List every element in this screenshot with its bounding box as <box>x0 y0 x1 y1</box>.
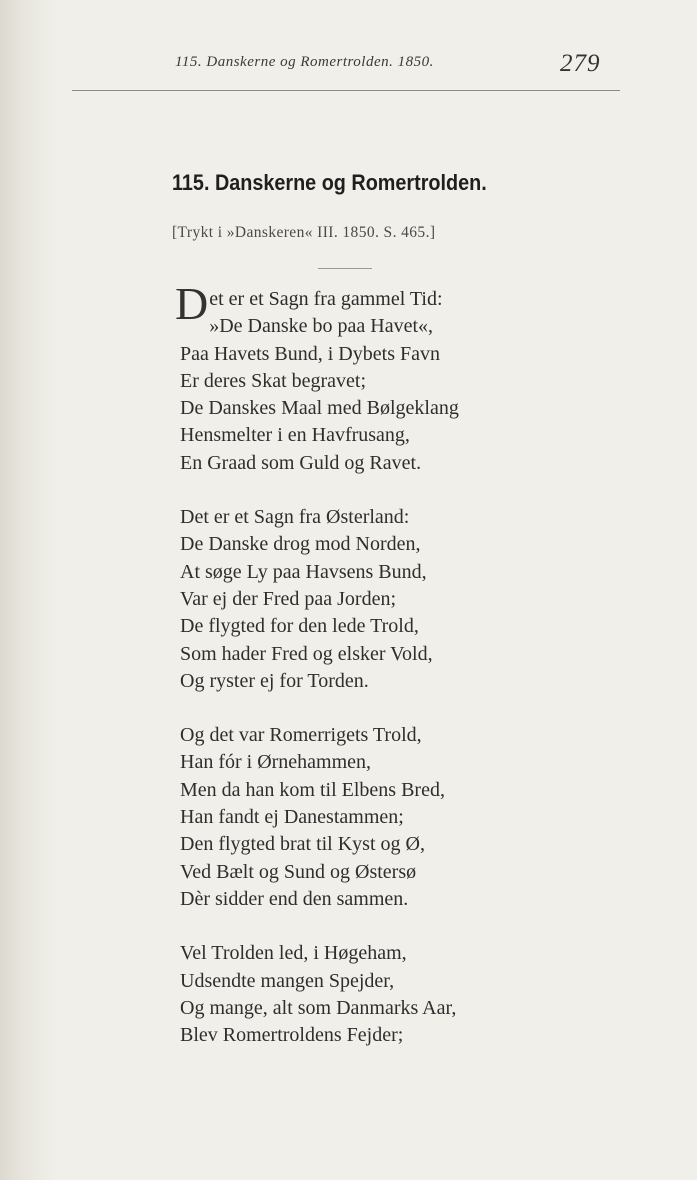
stanza-4 <box>180 940 660 1049</box>
poem-line: En Graad som Guld og Ravet. <box>180 451 422 474</box>
poem-line: Det er et Sagn fra Østerland: <box>180 506 410 529</box>
poem-line: Vel Trolden led, i Høgeham, <box>180 942 407 965</box>
poem-line: »De Danske bo paa Havet«, <box>209 315 434 338</box>
poem-line: Dèr sidder end den sammen. <box>180 887 409 910</box>
stanza-2 <box>180 504 660 695</box>
poem-line: De flygted for den lede Trold, <box>180 615 419 638</box>
stanza-3 <box>180 722 660 913</box>
section-divider <box>318 268 372 269</box>
poem-body <box>175 278 660 1076</box>
poem-line: Ved Bælt og Sund og Østersø <box>180 860 417 883</box>
poem-line: Blev Romertroldens Fejder; <box>180 1024 404 1047</box>
poem-line: Og ryster ej for Torden. <box>180 669 369 692</box>
poem-line: Paa Havets Bund, i Dybets Favn <box>180 342 440 365</box>
poem-line: Hensmelter i en Havfrusang, <box>180 424 410 447</box>
page-number: 279 <box>560 50 601 77</box>
header-rule <box>72 90 620 91</box>
poem-line: Den flygted brat til Kyst og Ø, <box>180 833 425 856</box>
poem-line: Som hader Fred og elsker Vold, <box>180 642 433 665</box>
stanza-1 <box>175 278 660 477</box>
source-note: [Trykt i »Danskeren« III. 1850. S. 465.] <box>172 224 436 241</box>
poem-title: 115. Danskerne og Romertrolden. <box>172 170 487 195</box>
poem-line: At søge Ly paa Havsens Bund, <box>180 560 427 583</box>
poem-line: Er deres Skat begravet; <box>180 369 367 392</box>
poem-line: De Danske drog mod Norden, <box>180 533 421 556</box>
poem-line: Var ej der Fred paa Jorden; <box>180 587 397 610</box>
poem-line: Udsendte mangen Spejder, <box>180 969 395 992</box>
poem-line: De Danskes Maal med Bølgeklang <box>180 397 459 420</box>
page-edge-shadow <box>0 0 56 1180</box>
drop-cap: D <box>175 278 209 329</box>
poem-line: Og mange, alt som Danmarks Aar, <box>180 996 457 1019</box>
poem-line: Og det var Romerrigets Trold, <box>180 724 422 747</box>
poem-line: Han fandt ej Danestammen; <box>180 806 404 829</box>
running-head: 115. Danskerne og Romertrolden. 1850. <box>175 54 434 70</box>
first-line-text: et er et Sagn fra gammel Tid: <box>209 288 443 310</box>
poem-line: Men da han kom til Elbens Bred, <box>180 778 445 801</box>
poem-line: Han fór i Ørnehammen, <box>180 751 372 774</box>
